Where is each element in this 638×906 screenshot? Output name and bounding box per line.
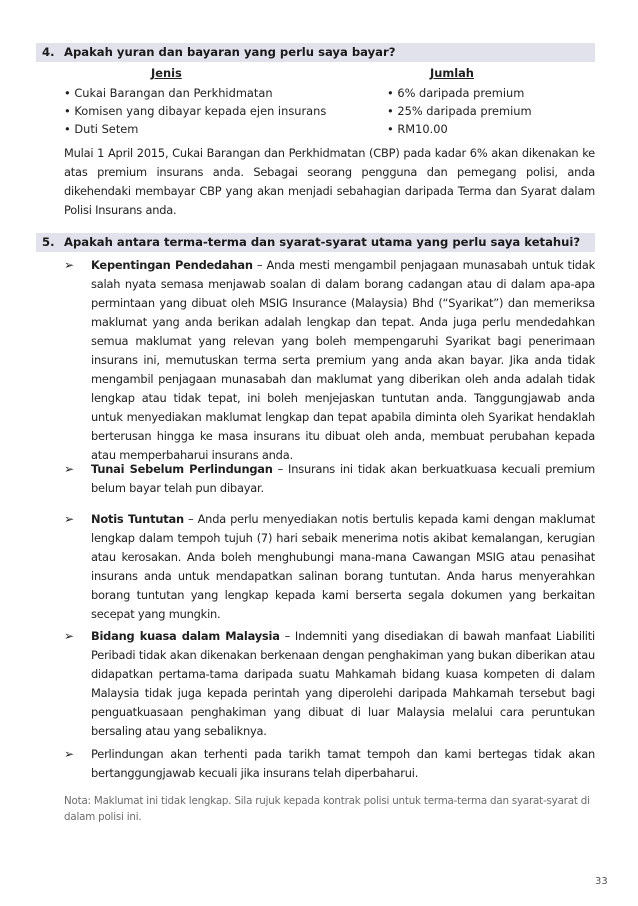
item-body [91,745,595,783]
section-5-title: Apakah antara terma-terma dan syarat-syarat utama yang perlu saya ketahui? [64,235,581,249]
arrow-bullet-icon: ➢ [64,462,75,476]
list-item: • RM10.00 [387,122,448,136]
list-item: • 6% daripada premium [387,86,525,100]
item-text: – Insurans ini tidak akan berkuatkuasa kecuali premium belum bayar telah pun dibayar. [91,462,595,495]
item-heading: Notis Tuntutan [91,512,184,526]
item-body [91,460,595,498]
item-text: Perlindungan akan terhenti pada tarikh tamat tempoh dan kami bertegas tidak akan bertanggungjawab kecuali jika insurans telah diperbaharui. [91,747,595,780]
section-4-title: Apakah yuran dan bayaran yang perlu saya bayar? [64,45,396,59]
arrow-bullet-icon: ➢ [64,512,75,526]
section-4-header [36,43,595,62]
item-text: – Anda mesti mengambil penjagaan munasabah untuk tidak salah nyata semasa menjawab soalan di dalam borang cadangan atau di dalam apa-apa permintaan yang dibuat oleh MSIG Insurance (Malaysia) Bhd (“Syarikat”) dan memeriksa maklumat yang anda berikan adalah lengkap dan tepat. Anda juga perlu mendedahkan semua maklumat yang relevan yang boleh mempengaruhi Syarikat bagi penerimaan insurans ini, memutuskan terma serta premium yang anda akan bayar. Jika anda tidak mengambil penjagaan munasabah dan maklumat yang diberikan oleh anda adalah tidak lengkap atau tidak tepat, ini boleh menjejaskan tuntutan anda. Tanggungjawab anda untuk menyediakan maklumat lengkap dan tepat apabila diminta oleh Syarikat hendaklah berterusan hingga ke masa insurans itu dibuat oleh anda, membuat perubahan kepada atau memperbaharui insurans anda. [91,258,595,462]
item-body [91,256,595,465]
fee-type-list [64,84,326,138]
item-heading: Bidang kuasa dalam Malaysia [91,629,280,643]
column-header-jenis: Jenis [151,66,182,80]
gst-paragraph: Mulai 1 April 2015, Cukai Barangan dan Perkhidmatan (CBP) pada kadar 6% akan dikenakan ke atas premium insurans anda. Sebagai seorang pengguna dan pemegang polisi, anda dikehendaki membayar CBP yang akan menjadi sebahagian daripada Terma dan Syarat dalam Polisi Insurans anda. [64,146,595,217]
list-item: • Komisen yang dibayar kepada ejen insurans [64,104,327,118]
item-text: – Indemniti yang disediakan di bawah manfaat Liabiliti Peribadi tidak akan dikenakan berkenaan dengan penghakiman yang bukan diberikan atau didapatkan pertama-tama daripada suatu Mahkamah bidang kuasa kompeten di dalam Malaysia tidak juga kepada perintah yang diperolehi daripada Mahkamah tersebut bagi penguatkuasaan penghakiman yang dibuat di luar Malaysia melalui cara peruntukan bersaling atau yang sebaliknya. [91,629,595,738]
arrow-bullet-icon: ➢ [64,747,75,761]
fee-amount-list [387,84,532,138]
item-body [91,510,595,624]
item-heading: Tunai Sebelum Perlindungan [91,462,273,476]
item-body [91,627,595,741]
page-number: 33 [595,876,608,887]
list-item: • Duti Setem [64,122,139,136]
column-header-jumlah: Jumlah [430,66,474,80]
section-5-header [36,233,595,252]
list-item: • 25% daripada premium [387,104,532,118]
section-5-number: 5. [42,235,55,249]
disclaimer-note: Nota: Maklumat ini tidak lengkap. Sila rujuk kepada kontrak polisi untuk terma-terma dan syarat-syarat di dalam polisi ini. [64,795,590,823]
item-heading: Kepentingan Pendedahan [91,258,253,272]
arrow-bullet-icon: ➢ [64,629,75,643]
arrow-bullet-icon: ➢ [64,258,75,272]
section-4-number: 4. [42,45,55,59]
list-item: • Cukai Barangan dan Perkhidmatan [64,86,273,100]
item-text: – Anda perlu menyediakan notis bertulis kepada kami dengan maklumat lengkap dalam tempoh tujuh (7) hari sebaik menerima notis akibat kemalangan, kerugian atau kerosakan. Anda boleh menghubungi mana-mana Cawangan MSIG atau penasihat insurans anda untuk mendapatkan salinan borang tuntutan. Anda harus menyerahkan borang tuntutan yang lengkap kepada kami berserta segala dokumen yang berkaitan secepat yang mungkin. [91,512,595,621]
